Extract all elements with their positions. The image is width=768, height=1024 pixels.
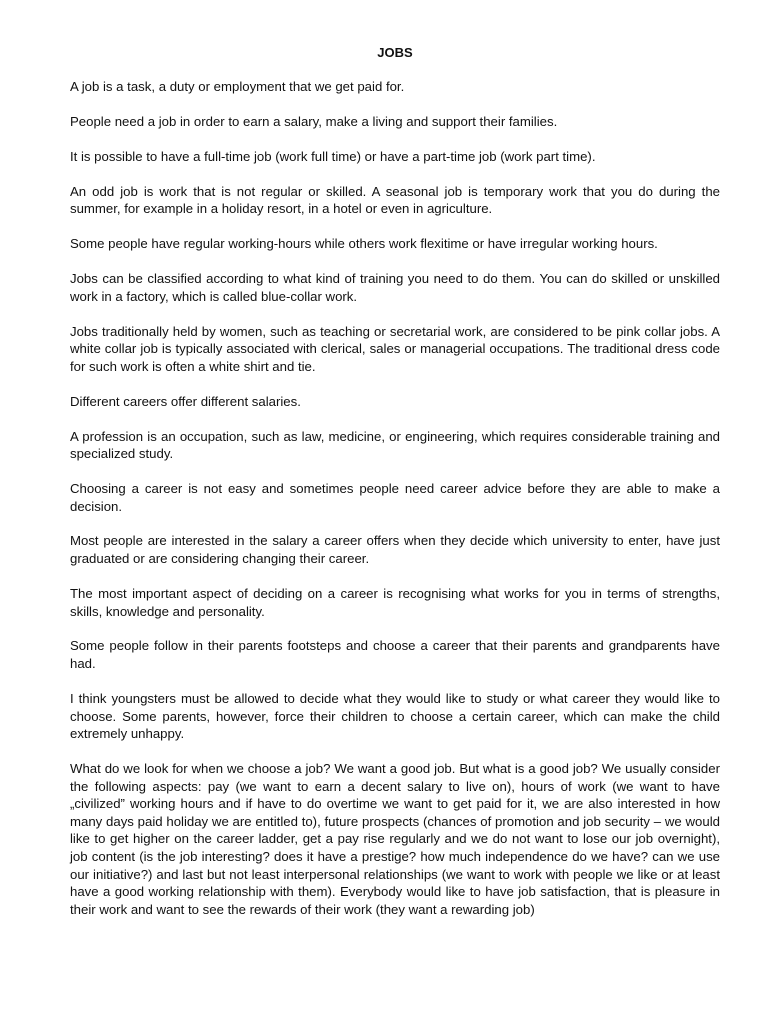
paragraph-10: Choosing a career is not easy and sometimes people need career advice before they are able to make a decision. [70, 480, 720, 514]
paragraph-3: It is possible to have a full-time job (work full time) or have a part-time job (work part time). [70, 148, 596, 164]
document-title: JOBS [377, 45, 413, 60]
paragraph-7: Jobs traditionally held by women, such as teaching or secretarial work, are considered to be pink collar jobs. A white collar job is typically associated with clerical, sales or managerial occupations. The traditional dress code for such work is often a white shirt and tie. [70, 323, 720, 374]
document-page [70, 44, 720, 936]
paragraph-13: Some people follow in their parents footsteps and choose a career that their parents and grandparents have had. [70, 638, 720, 672]
paragraph-15: What do we look for when we choose a job? We want a good job. But what is a good job? We usually consider the following aspects: pay (we want to earn a decent salary to live on), hours of work (we want to have „civilized” working hours and if have to do overtime we want to get paid for it, we are also interested in how many days paid holiday we are entitled to), future prospects (chances of promotion and job security – we would like to get higher on the career ladder, get a pay rise regularly and we do not want to lose our job overnight), job content (is the job interesting? does it have a prestige? how much independence do we have? can we use our initiative?) and last but not least interpersonal relationships (we want to work with people we like or at least have a good working relationship with them). Everybody would like to have job satisfaction, that is pleasure in their work and want to see the rewards of their work (they want a rewarding job) [70, 761, 720, 917]
paragraph-2: People need a job in order to earn a salary, make a living and support their families. [70, 113, 558, 129]
paragraph-9: A profession is an occupation, such as law, medicine, or engineering, which requires considerable training and specialized study. [70, 428, 720, 462]
paragraph-8: Different careers offer different salaries. [70, 393, 301, 409]
paragraph-4: An odd job is work that is not regular or skilled. A seasonal job is temporary work that you do during the summer, for example in a holiday resort, in a hotel or even in agriculture. [70, 183, 720, 217]
paragraph-5: Some people have regular working-hours while others work flexitime or have irregular working hours. [70, 236, 658, 252]
paragraph-14: I think youngsters must be allowed to decide what they would like to study or what career they would like to choose. Some parents, however, force their children to choose a certain career, which can make the child extremely unhappy. [70, 690, 720, 742]
paragraph-1: A job is a task, a duty or employment that we get paid for. [70, 79, 405, 94]
paragraph-6: Jobs can be classified according to what kind of training you need to do them. You can do skilled or unskilled work in a factory, which is called blue-collar work. [70, 271, 720, 304]
paragraph-12: The most important aspect of deciding on a career is recognising what works for you in terms of strengths, skills, knowledge and personality. [70, 585, 720, 619]
paragraph-11: Most people are interested in the salary a career offers when they decide which university to enter, have just graduated or are considering changing their career. [70, 533, 720, 567]
